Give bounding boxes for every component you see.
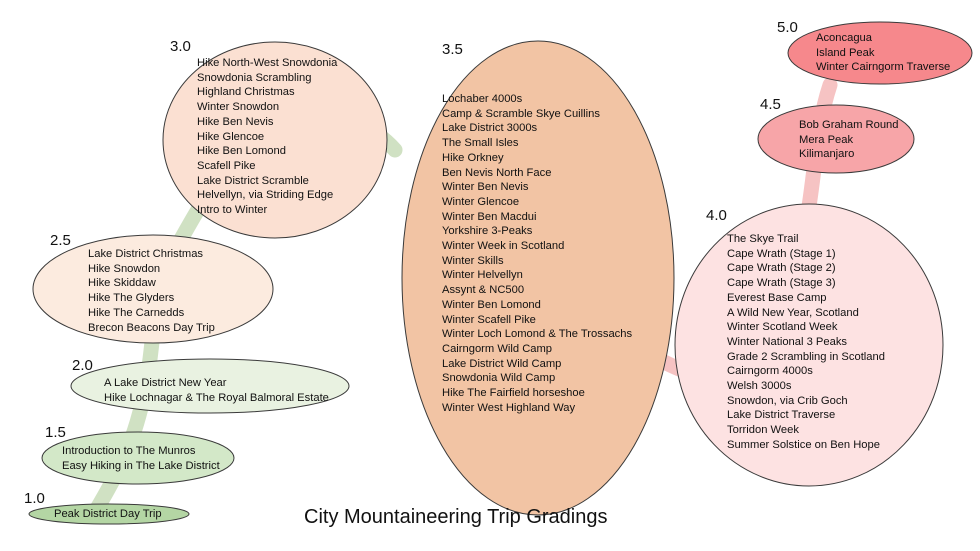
grade-label-1-5: 1.5 — [45, 424, 66, 441]
trip-item: Winter Glencoe — [442, 195, 520, 208]
diagram-title: City Mountaineering Trip Gradings — [304, 506, 608, 528]
trip-item: A Wild New Year, Scotland — [727, 306, 859, 319]
trip-item: Peak District Day Trip — [54, 508, 162, 520]
trip-item: Cairngorm Wild Camp — [442, 342, 553, 355]
trip-item: Brecon Beacons Day Trip — [88, 321, 215, 334]
trip-item: Hike Lochnagar & The Royal Balmoral Estate — [104, 391, 329, 404]
grade-label-3-5: 3.5 — [442, 41, 463, 58]
grade-label-2-0: 2.0 — [72, 357, 93, 374]
trip-item: Winter Ben Macdui — [442, 210, 537, 223]
trip-item: Winter Helvellyn — [442, 269, 523, 282]
trip-item: Cairngorm 4000s — [727, 365, 813, 378]
trip-item: Lochaber 4000s — [442, 93, 523, 105]
trip-item: Yorkshire 3-Peaks — [442, 225, 533, 238]
trip-item: Kilimanjaro — [799, 148, 855, 161]
trip-item: Snowdonia Scrambling — [197, 71, 312, 84]
trip-item: Aconcagua — [816, 32, 872, 44]
trip-item: Easy Hiking in The Lake District — [62, 459, 220, 472]
trip-item: Winter West Highland Way — [442, 401, 576, 414]
trip-item: Camp & Scramble Skye Cuillins — [442, 107, 600, 120]
trip-item: Lake District Traverse — [727, 409, 836, 422]
trip-item: Snowdonia Wild Camp — [442, 372, 556, 385]
trip-item: Lake District Christmas — [88, 248, 204, 260]
trip-item: Assynt & NC500 — [442, 284, 525, 297]
trip-item: Introduction to The Munros — [62, 445, 196, 457]
trip-item: Island Peak — [816, 46, 875, 59]
trip-item: Hike The Fairfield horseshoe — [442, 387, 585, 400]
trip-item: Bob Graham Round — [799, 119, 899, 131]
trip-item: Everest Base Camp — [727, 291, 827, 304]
grade-label-1-0: 1.0 — [24, 490, 45, 507]
trip-item: A Lake District New Year — [104, 377, 227, 389]
trip-item: Summer Solstice on Ben Hope — [727, 438, 880, 451]
grade-4-5-trip-list — [799, 118, 899, 162]
trip-item: Hike Glencoe — [197, 130, 265, 143]
trip-item: Hike The Carnedds — [88, 306, 185, 319]
grade-label-4-0: 4.0 — [706, 207, 727, 224]
trip-item: Cape Wrath (Stage 1) — [727, 247, 836, 260]
grade-4-0-trip-list — [727, 232, 885, 453]
grade-label-3-0: 3.0 — [170, 38, 191, 55]
trip-item: Scafell Pike — [197, 159, 256, 172]
trip-item: Intro to Winter — [197, 204, 268, 217]
trip-item: Hike Ben Nevis — [197, 115, 274, 128]
trip-item: Snowdon, via Crib Goch — [727, 394, 848, 407]
trip-item: Winter Week in Scotland — [442, 240, 565, 253]
grade-2-0-trip-list — [104, 376, 329, 405]
trip-item: Winter Ben Lomond — [442, 298, 541, 311]
trip-item: Winter Snowdon — [197, 101, 280, 114]
trip-item: Winter Ben Nevis — [442, 181, 529, 194]
trip-item: Winter Scafell Pike — [442, 313, 536, 326]
grade-1-0-trip-list — [54, 507, 162, 522]
grade-label-2-5: 2.5 — [50, 232, 71, 249]
grade-label-5-0: 5.0 — [777, 19, 798, 36]
trip-item: Winter National 3 Peaks — [727, 335, 848, 348]
trip-item: The Small Isles — [442, 137, 519, 150]
trip-item: Hike Skiddaw — [88, 277, 156, 290]
trip-item: Highland Christmas — [197, 86, 295, 99]
grade-3-5-trip-list — [442, 92, 632, 415]
trip-item: Hike Ben Lomond — [197, 145, 286, 158]
trip-item: Hike North-West Snowdonia — [197, 57, 338, 69]
trip-item: Torridon Week — [727, 424, 799, 437]
trip-item: Grade 2 Scrambling in Scotland — [727, 350, 885, 363]
trip-item: Lake District 3000s — [442, 122, 538, 135]
grade-label-4-5: 4.5 — [760, 96, 781, 113]
grade-2-5-trip-list — [88, 247, 215, 335]
trip-item: Lake District Scramble — [197, 174, 309, 187]
grade-5-0-trip-list — [816, 31, 950, 75]
trip-item: Hike Orkney — [442, 151, 504, 164]
trip-item: Mera Peak — [799, 133, 854, 146]
trip-item: Hike Snowdon — [88, 262, 161, 275]
trip-item: Cape Wrath (Stage 2) — [727, 262, 836, 275]
trip-item: Hike The Glyders — [88, 292, 175, 305]
trip-item: Lake District Wild Camp — [442, 357, 562, 370]
trip-item: Ben Nevis North Face — [442, 166, 552, 179]
trip-item: Cape Wrath (Stage 3) — [727, 277, 836, 290]
trip-item: Winter Cairngorm Traverse — [816, 61, 951, 74]
trip-item: Welsh 3000s — [727, 380, 792, 393]
grade-1-5-trip-list — [62, 444, 220, 473]
trip-item: Winter Skills — [442, 254, 504, 267]
grade-3-0-trip-list — [197, 56, 337, 218]
trip-item: Winter Scotland Week — [727, 321, 838, 334]
trip-item: The Skye Trail — [727, 233, 799, 245]
trip-item: Helvellyn, via Striding Edge — [197, 189, 334, 202]
trip-item: Winter Loch Lomond & The Trossachs — [442, 328, 633, 341]
